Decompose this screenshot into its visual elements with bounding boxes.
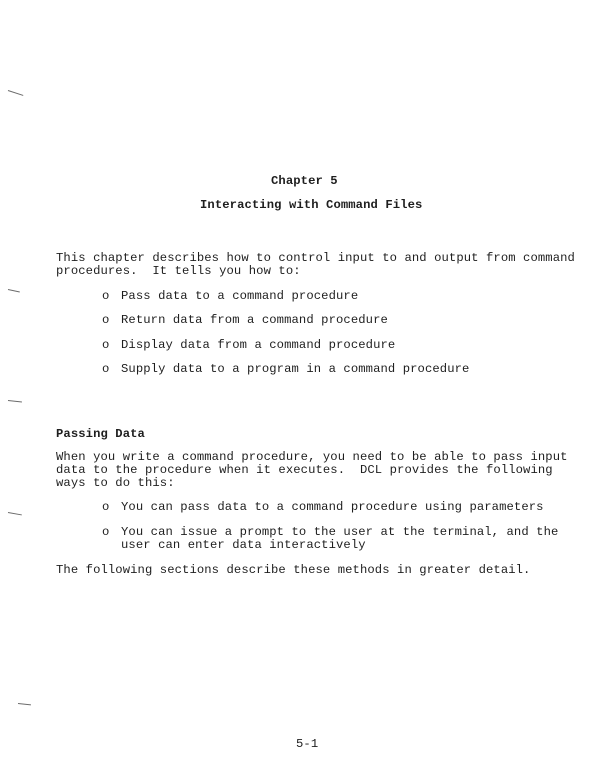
closing-line: The following sections describe these methods in greater detail. [56, 563, 531, 577]
list-item: You can pass data to a command procedure using parameters [121, 500, 544, 514]
bullet-marker: o [102, 313, 110, 327]
chapter-number: Chapter 5 [271, 174, 338, 188]
list-item: Return data from a command procedure [121, 313, 388, 327]
list-item: Supply data to a program in a command procedure [121, 362, 470, 376]
scan-mark [8, 90, 24, 96]
scan-mark [8, 512, 22, 515]
scan-mark [18, 703, 31, 705]
section-line: data to the procedure when it executes. DCL provides the following [56, 463, 553, 477]
bullet-marker: o [102, 500, 110, 514]
list-item: You can issue a prompt to the user at the terminal, and the [121, 525, 559, 539]
intro-line: procedures. It tells you how to: [56, 264, 301, 278]
list-item: Pass data to a command procedure [121, 289, 359, 303]
section-line: ways to do this: [56, 476, 175, 490]
scan-mark [8, 400, 22, 402]
section-heading: Passing Data [56, 427, 145, 441]
bullet-marker: o [102, 362, 110, 376]
page-number: 5-1 [296, 737, 319, 751]
bullet-marker: o [102, 338, 110, 352]
intro-line: This chapter describes how to control input to and output from command [56, 251, 575, 265]
chapter-title: Interacting with Command Files [200, 198, 423, 212]
list-item: Display data from a command procedure [121, 338, 396, 352]
bullet-marker: o [102, 525, 110, 539]
section-line: When you write a command procedure, you need to be able to pass input [56, 450, 568, 464]
list-item-continuation: user can enter data interactively [121, 538, 366, 552]
scan-mark [8, 289, 20, 292]
bullet-marker: o [102, 289, 110, 303]
